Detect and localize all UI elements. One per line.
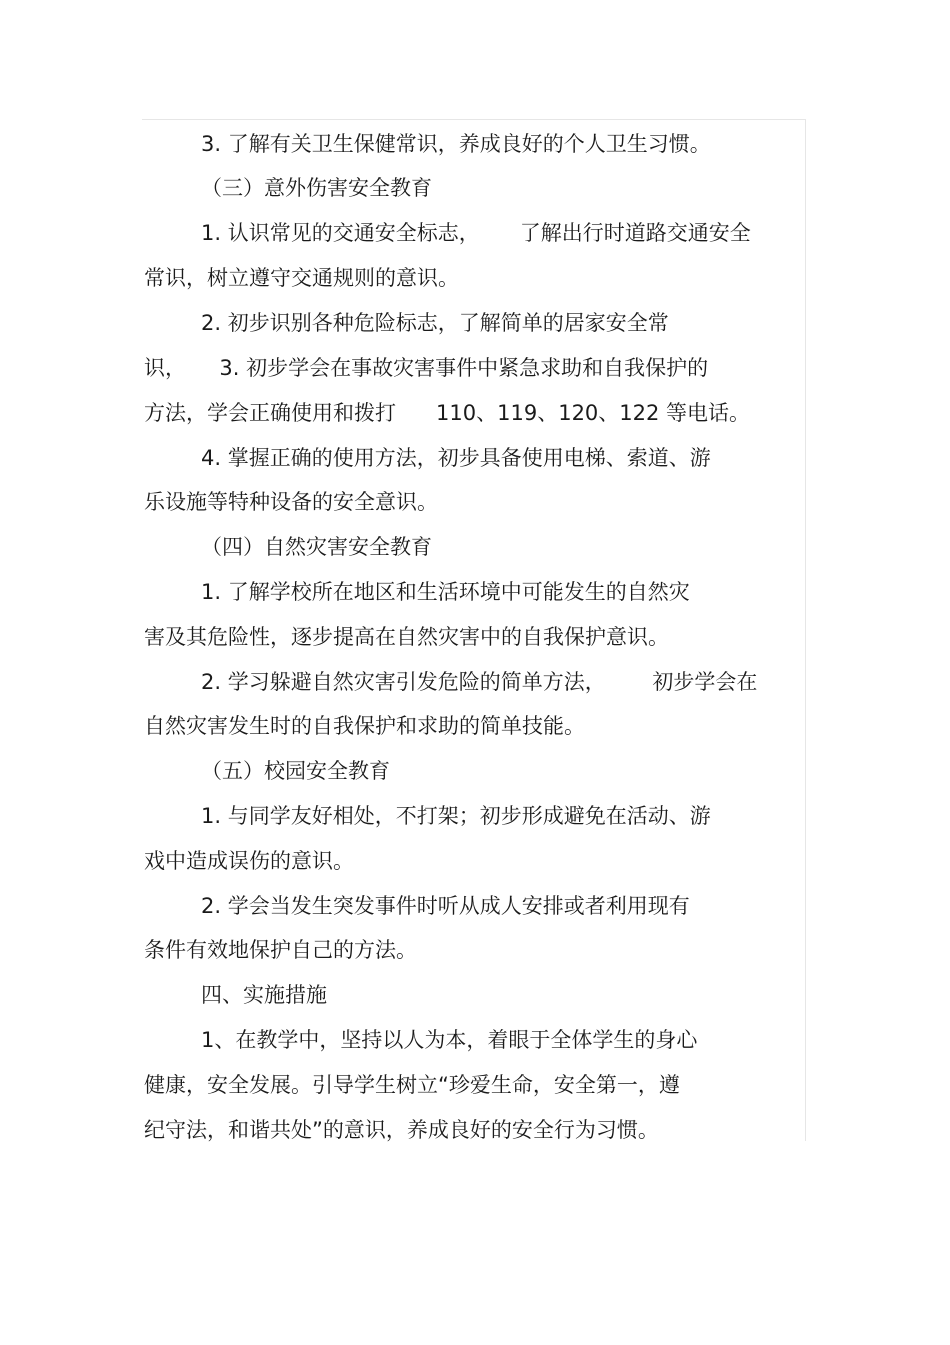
- text-line: 戏中造成误伤的意识。: [144, 849, 354, 873]
- section-heading: （五）校园安全教育: [201, 759, 390, 783]
- text-line: 1、在教学中，坚持以人为本，着眼于全体学生的身心: [201, 1028, 698, 1052]
- text-line: 条件有效地保护自己的方法。: [144, 938, 417, 962]
- text-line: 健康，安全发展。引导学生树立“珍爱生命，安全第一，遵: [144, 1073, 680, 1097]
- text-line: 2. 学习躲避自然灾害引发危险的简单方法， 初步学会在: [201, 670, 758, 694]
- text-line: 纪守法，和谐共处”的意识，养成良好的安全行为习惯。: [144, 1118, 659, 1142]
- text-line: 1. 认识常见的交通安全标志， 了解出行时道路交通安全: [201, 221, 751, 245]
- text-line: 自然灾害发生时的自我保护和求助的简单技能。: [144, 714, 585, 738]
- text-line: 4. 掌握正确的使用方法，初步具备使用电梯、索道、游: [201, 446, 711, 470]
- section-heading: （三）意外伤害安全教育: [201, 176, 432, 200]
- text-line: 方法，学会正确使用和拨打 110、119、120、122 等电话。: [144, 401, 751, 425]
- text-line: 常识，树立遵守交通规则的意识。: [144, 266, 459, 290]
- text-line: 2. 初步识别各种危险标志，了解简单的居家安全常: [201, 311, 669, 335]
- text-line: 害及其危险性，逐步提高在自然灾害中的自我保护意识。: [144, 625, 669, 649]
- text-line: 乐设施等特种设备的安全意识。: [144, 490, 438, 514]
- text-line: 3. 了解有关卫生保健常识，养成良好的个人卫生习惯。: [201, 132, 711, 156]
- text-line: 2. 学会当发生突发事件时听从成人安排或者利用现有: [201, 894, 690, 918]
- section-heading: 四、实施措施: [201, 983, 327, 1007]
- text-line: 1. 了解学校所在地区和生活环境中可能发生的自然灾: [201, 580, 690, 604]
- text-line: 1. 与同学友好相处，不打架；初步形成避免在活动、游: [201, 804, 711, 828]
- text-line: 识， 3. 初步学会在事故灾害事件中紧急求助和自我保护的: [144, 356, 709, 380]
- section-heading: （四）自然灾害安全教育: [201, 535, 432, 559]
